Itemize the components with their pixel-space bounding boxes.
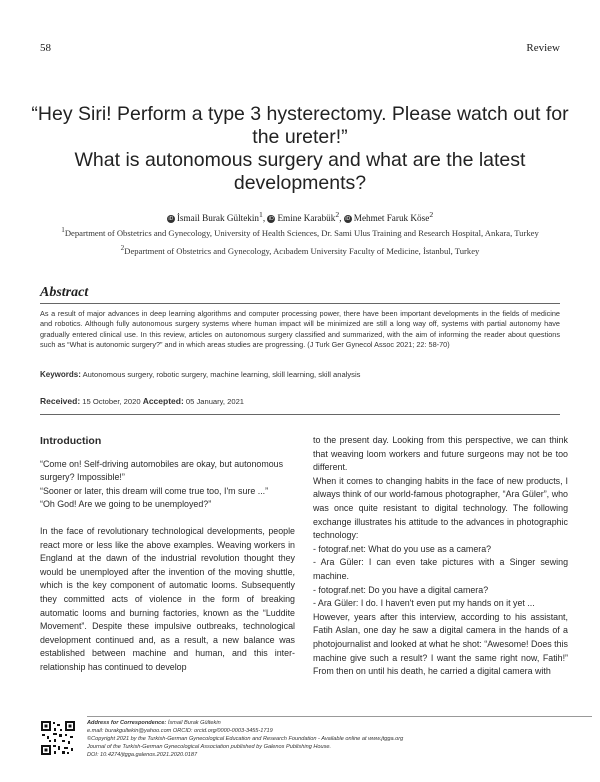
paragraph: However, years after this interview, according to his assistant, Fatih Aslan, one day he saw a digital camera in the hands of a photojournalist and looked at what he shot: “Awesome! Does this machine give such a result? I want the same right now, Fatih!” From then on until his death, he carried a digital camera with bbox=[313, 611, 568, 677]
paragraph: When it comes to changing habits in the face of new products, I always think of our world-famous photographer, “Ara Güler”, who was once quite resistant to digital technology. The following exchange illustrates his attitude to the advances in photographic technology: bbox=[313, 475, 568, 541]
quote: “Oh God! Are we going to be unemployed?” bbox=[40, 499, 212, 510]
page-number: 58 bbox=[40, 42, 51, 54]
left-column bbox=[40, 435, 295, 675]
divider bbox=[40, 303, 560, 304]
received-date: 15 October, 2020 bbox=[82, 397, 141, 406]
paragraph: to the present day. Looking from this perspective, we can think that weaving loom workers and future surgeons may not be too different. bbox=[313, 435, 568, 473]
divider bbox=[40, 414, 560, 415]
footnote bbox=[87, 720, 403, 760]
title-line-1: “Hey Siri! Perform a type 3 hysterectomy. Please watch out for the ureter!” bbox=[31, 103, 569, 148]
correspondence: Address for Correspondence: İsmail Burak Gültekin bbox=[87, 720, 221, 726]
copyright: ©Copyright 2021 by the Turkish-German Gynecological Education and Research Foundation - Available online at www.jtgga.org bbox=[87, 735, 404, 742]
paragraph: In the face of revolutionary technological developments, people react more or less like the above examples. Weaving workers in England at the dawn of the industrial revolution thought they would be unemployed after the invention of the moving shuttle, which is the key component of automatic looms. Subsequently they committed acts of violence in the form of breaking automatic looms and burning factories, known as the “Luddite Movement”. Despite these impulsive outbreaks, technological development continued and, as a result, a new balance was established between machine and human, and this inter-relationship has continued to develop bbox=[40, 525, 295, 672]
received-label: Received: bbox=[40, 396, 81, 406]
doi-link[interactable]: DOI: 10.4274/jtgga.galenos.2021.2020.0187 bbox=[87, 751, 198, 758]
author[interactable]: iD Emine Karabük$^2$ bbox=[269, 210, 340, 224]
affiliation: $^1$Department of Obstetrics and Gynecology, University of Health Sciences, Dr. Sami Ulus Training and Research Hospital, Ankara, Turkey bbox=[61, 226, 539, 238]
quote: “Sooner or later, this dream will come true too, I'm sure ...” bbox=[40, 485, 269, 496]
title-line-2: What is autonomous surgery and what are the latest developments? bbox=[74, 149, 526, 194]
accepted-label: Accepted: bbox=[142, 396, 184, 406]
dates bbox=[40, 396, 560, 406]
dialogue-line: - Ara Güler: I can even take pictures with a Singer sewing machine. bbox=[313, 557, 568, 581]
accepted-date: 05 January, 2021 bbox=[185, 397, 245, 406]
keywords-label: Keywords: bbox=[40, 370, 81, 379]
abstract-text: As a result of major advances in deep learning algorithms and computer processing power, there have been important developments in the fields of medicine and robotics. Although fully autonomous surgery systems where human impact will be minimized are still a long way off, systems with partial autonomy have gradually entered clinical use. In this review, articles on autonomous surgery classified and summarized, with the aim of informing the reader about questions such as “What is autonomic surgery?” and in which areas studies are progressing. (J Turk Ger Gynecol Assoc 2021; 22: 58-70) bbox=[40, 309, 560, 350]
qr-code-icon[interactable] bbox=[40, 720, 76, 756]
dialogue-line: - fotograf.net: What do you use as a camera? bbox=[313, 543, 492, 554]
affiliations bbox=[40, 225, 560, 262]
author-list: iD İsmail Burak Gültekin$^1$, iD Emine Karabük$^2$, iD Mehmet Faruk Köse$^2$ bbox=[168, 210, 434, 224]
keywords-value: Autonomous surgery, robotic surgery, machine learning, skill learning, skill analysis bbox=[82, 370, 361, 379]
divider bbox=[87, 716, 592, 717]
article-title bbox=[30, 103, 570, 195]
author[interactable]: iD Mehmet Faruk Köse$^2$ bbox=[345, 210, 434, 224]
email-line[interactable]: e.mail: burakgultekin@yahoo.com ORCID: orcid.org/0000-0003-3455-1719 bbox=[87, 727, 273, 734]
journal-line: Journal of the Turkish-German Gynecological Association published by Galenos Publishing House. bbox=[87, 743, 332, 750]
affiliation: $^2$Department of Obstetrics and Gynecology, Acıbadem University Faculty of Medicine, İstanbul, Turkey bbox=[120, 244, 480, 257]
right-column bbox=[313, 434, 568, 679]
section-heading: Introduction bbox=[40, 435, 102, 447]
orcid-icon[interactable]: iD bbox=[345, 215, 351, 222]
section-label: Review bbox=[526, 42, 560, 54]
orcid-icon[interactable]: iD bbox=[269, 215, 274, 222]
dialogue-line: - fotograf.net: Do you have a digital camera? bbox=[313, 584, 489, 595]
keywords bbox=[40, 370, 560, 379]
orcid-icon[interactable]: iD bbox=[168, 215, 174, 222]
abstract-heading: Abstract bbox=[40, 285, 89, 300]
dialogue-line: - Ara Güler: I do. I haven't even put my hands on it yet ... bbox=[313, 598, 535, 609]
quote: “Come on! Self-driving automobiles are okay, but autonomous surgery? Impossible!” bbox=[40, 458, 284, 483]
author[interactable]: iD İsmail Burak Gültekin$^1$ bbox=[168, 210, 263, 224]
